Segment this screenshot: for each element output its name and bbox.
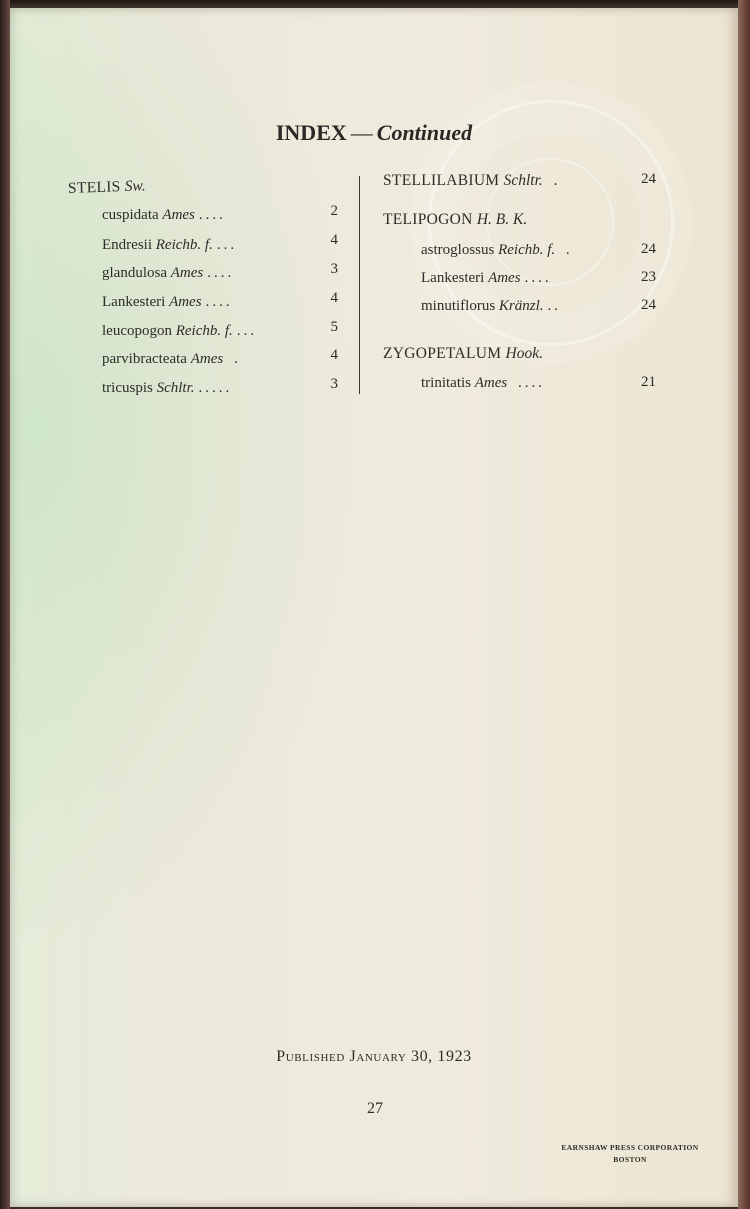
page-title bbox=[10, 120, 738, 146]
index-entry: parvibracteata Ames . bbox=[102, 351, 241, 367]
entry-epithet: Endresii bbox=[102, 237, 152, 253]
entry-author: Reichb. f. bbox=[175, 323, 233, 339]
book-page bbox=[10, 8, 738, 1207]
entry-epithet: leucopogon bbox=[102, 323, 172, 339]
entry-epithet: astroglossus bbox=[421, 242, 495, 258]
index-entry: Lankesteri Ames .... bbox=[102, 294, 233, 310]
genus-stellilabium: STELLILABIUM Schltr. . bbox=[383, 172, 561, 189]
entry-page-number: 24 bbox=[641, 297, 656, 313]
entry-epithet: Lankesteri bbox=[102, 294, 166, 310]
genus-name: ZYGOPETALUM bbox=[383, 345, 502, 362]
binding-left bbox=[0, 0, 10, 1209]
genus-author: Hook. bbox=[505, 345, 543, 362]
entry-page-number: 4 bbox=[330, 232, 338, 248]
index-entry: minutiflorus Kränzl. .. bbox=[421, 298, 562, 314]
publication-date bbox=[10, 1048, 738, 1066]
entry-page-number: 24 bbox=[641, 171, 656, 187]
genus-name: TELIPOGON bbox=[383, 211, 473, 228]
index-entry: tricuspis Schltr. ..... bbox=[102, 380, 233, 396]
entry-page-number: 5 bbox=[330, 319, 338, 335]
entry-author: Reichb. f. bbox=[155, 237, 213, 253]
entry-epithet: glandulosa bbox=[102, 265, 167, 281]
index-entry: Endresii Reichb. f. ... bbox=[102, 237, 238, 253]
entry-page-number: 21 bbox=[641, 374, 656, 390]
entry-page-number: 2 bbox=[330, 203, 338, 219]
title-separator: — bbox=[350, 120, 373, 145]
title-continued: Continued bbox=[376, 120, 473, 145]
genus-author: H. B. K. bbox=[476, 211, 528, 228]
entry-page-number: 23 bbox=[641, 269, 656, 285]
entry-author: Reichb. f. bbox=[498, 242, 556, 258]
index-entry: trinitatis Ames .... bbox=[421, 375, 545, 391]
column-divider bbox=[359, 176, 360, 394]
index-entry: Lankesteri Ames .... bbox=[421, 270, 552, 286]
published-label: Published January bbox=[276, 1048, 407, 1065]
entry-author: Kränzl. bbox=[498, 298, 544, 314]
entry-page-number: 4 bbox=[330, 290, 338, 306]
printer-name: EARNSHAW PRESS CORPORATION bbox=[561, 1143, 699, 1152]
entry-epithet: tricuspis bbox=[102, 380, 153, 396]
index-entry: cuspidata Ames .... bbox=[102, 207, 226, 223]
page-number: 27 bbox=[367, 1100, 383, 1117]
printer-imprint bbox=[530, 1142, 730, 1166]
entry-author: Ames bbox=[474, 375, 508, 391]
entry-epithet: parvibracteata bbox=[102, 351, 187, 367]
genus-zygopetalum bbox=[383, 345, 543, 363]
entry-page-number: 3 bbox=[330, 376, 338, 392]
entry-epithet: Lankesteri bbox=[421, 270, 485, 286]
title-main: INDEX bbox=[275, 120, 347, 145]
entry-author: Ames bbox=[488, 270, 521, 286]
index-entry: leucopogon Reichb. f. ... bbox=[102, 323, 258, 339]
entry-page-number: 4 bbox=[330, 347, 338, 363]
entry-author: Ames bbox=[169, 294, 202, 310]
entry-author: Ames bbox=[170, 265, 204, 281]
entry-page-number: 24 bbox=[641, 241, 656, 257]
index-entry: glandulosa Ames .... bbox=[102, 265, 235, 281]
entry-epithet: trinitatis bbox=[421, 375, 471, 391]
entry-author: Ames bbox=[190, 351, 224, 367]
genus-name: STELIS bbox=[67, 178, 121, 197]
entry-author: Schltr. bbox=[156, 380, 195, 396]
published-date: 30, 1923 bbox=[410, 1048, 472, 1065]
genus-name: STELLILABIUM bbox=[383, 172, 500, 189]
entry-author: Ames bbox=[162, 207, 195, 223]
binding-right bbox=[738, 0, 750, 1209]
entry-epithet: cuspidata bbox=[102, 207, 159, 223]
genus-stelis bbox=[68, 177, 146, 198]
index-entry: astroglossus Reichb. f. . bbox=[421, 242, 573, 258]
printer-city: BOSTON bbox=[613, 1155, 647, 1164]
genus-telipogon bbox=[383, 211, 527, 229]
genus-author: Schltr. bbox=[503, 172, 543, 189]
entry-epithet: minutiflorus bbox=[421, 298, 496, 314]
genus-author: Sw. bbox=[124, 177, 146, 196]
entry-page-number: 3 bbox=[330, 261, 338, 277]
